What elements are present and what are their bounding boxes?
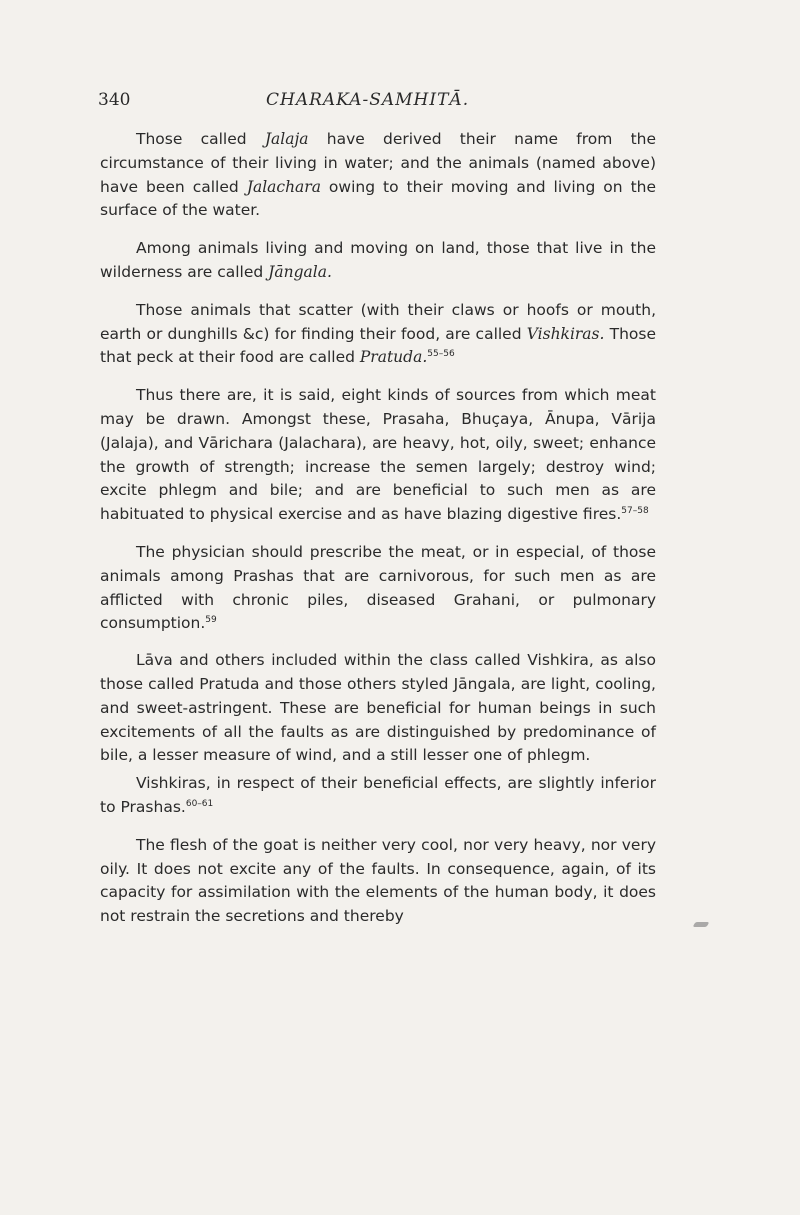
text-run: The flesh of the goat is neither very cool, nor very heavy, nor very oily. It does not excite any of the faults. In consequence, again, of its capacity for assimilation with the elements of the human body, it does not restrain the secretions and thereby [100, 835, 656, 926]
verse-reference: 59 [205, 615, 217, 626]
paragraph-eight-kinds [100, 384, 656, 527]
italic-term: Jalachara [246, 177, 321, 196]
paragraph-jangala [100, 237, 656, 285]
running-title: CHARAKA-SAMHITĀ. [266, 90, 470, 110]
text-run: Those that peck at their food are called [100, 324, 656, 367]
paragraph-vishkiras [100, 299, 656, 370]
italic-term: Pratuda. [359, 348, 428, 367]
text-run: Vishkiras, in respect of their beneficial effects, are slightly inferior to Prashas. [100, 774, 656, 816]
text-run: Thus there are, it is said, eight kinds of sources from which meat may be drawn. Amongst these, Prasaha, Bhuçaya, Ānupa, Vārija (Jalaja), and Vārichara (Jalachara), are heavy, hot, oily, sweet; enhance the growth of strength; increase the semen largely; destroy wind; excite phlegm and bile; and are beneficial to such men as are habituated to physical exercise and as have blazing digestive fires. [100, 386, 656, 524]
margin-ink-mark [693, 922, 710, 927]
page-header [98, 90, 658, 114]
verse-reference: 57–58 [621, 506, 649, 517]
text-run: Among animals living and moving on land, those that live in the wilderness are called [100, 239, 656, 281]
text-run: Those animals that scatter (with their claws or hoofs or mouth, earth or dunghills &c) for finding their food, are called [100, 300, 656, 343]
verse-reference: 55–56 [427, 349, 455, 360]
text-run: owing to their moving and living on the surface of the water. [100, 177, 657, 220]
text-run: have derived their name from the circumstance of their living in water; and the animals (named above) have been called [100, 130, 657, 196]
paragraph-goat-flesh [100, 834, 656, 929]
verse-reference: 60–61 [185, 798, 214, 809]
text-run: The physician should prescribe the meat, or in especial, of those animals among Prashas that are carnivorous, for such men as are afflicted with chronic piles, diseased Grahani, or pulmonary consumption. [100, 542, 656, 633]
text-run: Lāva and others included within the class called Vishkira, as also those called Pratuda and those others styled Jāngala, are light, cooling, and sweet-astringent. These are beneficial for human beings in such excitements of all the faults as are distinguished by predominance of bile, a lesser measure of wind, and a still lesser one of phlegm. [100, 651, 656, 765]
text-run: Those called [136, 130, 265, 148]
paragraph-jalaja [100, 128, 656, 223]
paragraph-lava [100, 649, 656, 768]
italic-term: Jalaja [264, 130, 309, 148]
body-text [100, 128, 656, 929]
page-number: 340 [98, 90, 131, 110]
paragraph-physician [100, 541, 656, 636]
italic-term: Jāngala. [268, 262, 332, 281]
paragraph-vishkiras-inferior [100, 772, 656, 820]
italic-term: Vishkiras. [526, 324, 605, 343]
